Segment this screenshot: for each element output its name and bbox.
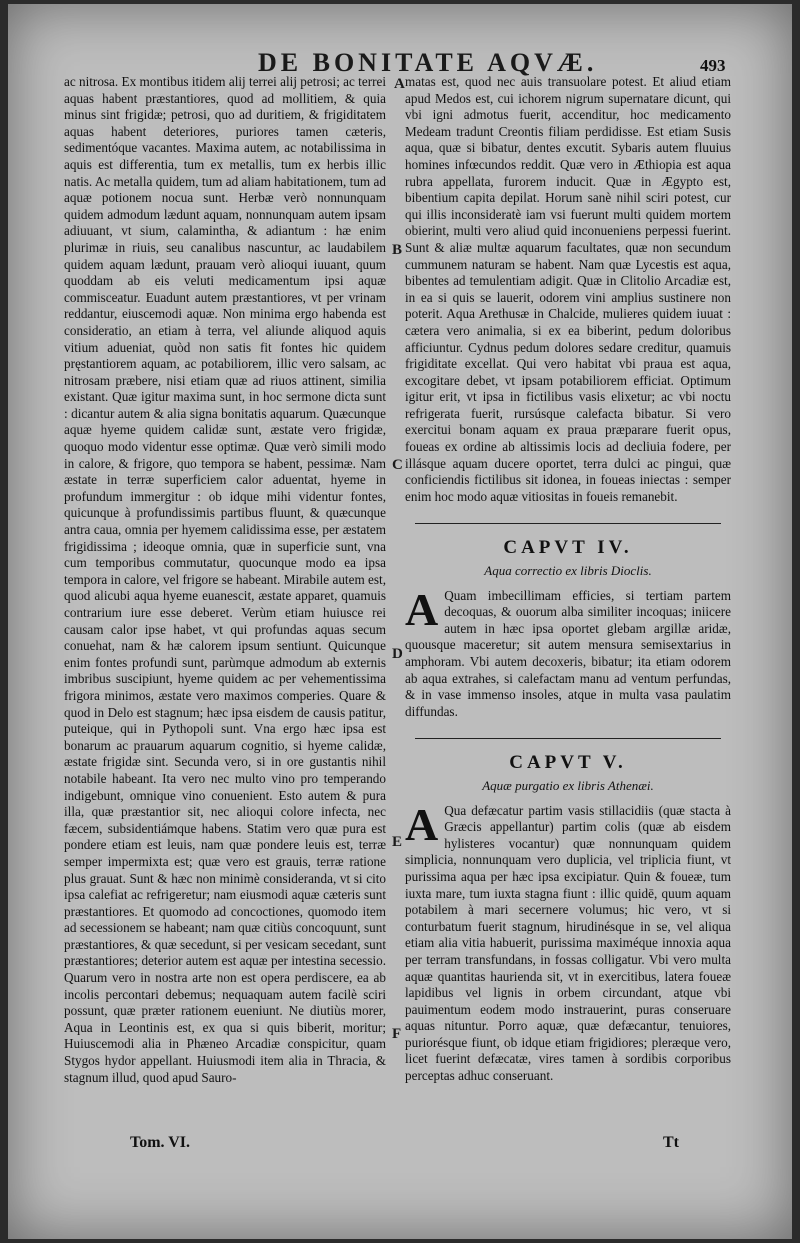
footer-signature: Tt bbox=[663, 1134, 679, 1151]
left-column-text: ac nitrosa. Ex montibus itidem alij terrei alij petrosi; ac terrei aquas habent præstantiores, quod ad mollitiem, & quia minus sint frigidæ; petrosi, quo ad duritiem, & frigiditatem aquas habent deteriores, puriores tamen cæteris, sedimentóque vacantes. Maxima autem, ac notabilissima in aquis est differentia, tum ex metallis, tum ex herbis illic natis. Ac metalla quidem, tum ad aliam habitationem, tum ad aquæ potionem nocua sunt. Herbæ verò nonnunquam quidem admodum lædunt aquam, nonnunquam autem ipsam adiuuant, vt sium, calamintha, & adiantum : hæ enim plurimæ in riuis, seu canalibus nascuntur, ac laudabilem quidem aquam lædunt, prauam verò alioqui iuuant, quum quoddam ab eis veluti medicamentum ipsi aquæ commisceatur. Euadunt autem præstantiores, vt per vrinam reddantur, eiuscemodi aquæ. Non minima ergo habenda est consideratio, an etiam à terra, vel aliunde aliquod aquis vitium adueniat, quòd non satis fit fontes hic quidem pręstantiorem aquam, ac potabiliorem, illic vero salsam, ac nitrosam præbere, nisi etiam quæ ad riuos attinent, similia existant. Quæ igitur maxima sunt, in hoc sermone dicta sunt : dicantur autem & alia signa bonitatis aquarum. Quæcunque aquæ hyeme quidem calidæ sunt, æstate vero frigidæ, quoquo modo videntur esse optimæ. Quæ verò simili modo in calore, & frigore, quo tempora se habent, pessimæ. Nam æstate in terræ superficiem calor aduentat, hyeme in profundum immergitur : ob idque mihi videntur fontes, quicunque à profundissimis partibus fluunt, & quæcunque antra caua, omnia per hyemem calidissima esse, per æstatem frigidissima ; ideoque omnia, quæ in superficie sunt, vna cum temporibus commutatur, quocunque modo ea ipsa tempora in calore, vel frigore se habeant. Mirabile autem est, quod alicubi aqua hyeme euanescit, æstate apparet, quamuis contrarium iure esse deberet. Verùm etiam huiusce rei causam calor ipse habet, vt qui profundas aquas secum conuehat, nam & hæ calorem ipsum sentiunt. Quicunque enim fontes profundi sunt, parùmque admodum ab externis imbribus suscipiunt, hyeme quidem ac per vehementissima frigora minimos, æstate vero maximos comperies. Quare & quod in Delo est stagnum; hæc ipsa eisdem de causis patitur, puteique, qui in Pythopoli sunt. Vna ergo hæc ipsa est bonarum ac prauarum aquarum cognitio, si hyeme calidæ, æstate frigidæ sint. Secunda vero, si in ore gustantis nihil notabile habeant. Ita vero nec multo vino pro temperando indigebunt, omnique vino conuenient. Esto autem & pura illa, quæ præstantior sit, nec alioqui colore infecta, nec fæcem, subsidentiámque habens. Statim vero quæ pura est pondere etiam est leuis, nam quæ pondere leuis est, terræ semper impermixta est; quæ vero est grauis, terræ ratione plus grauat. Sunt & hæc non minimè consideranda, vt si cito ipsa calefiat ac refrigeretur; nam eiusmodi aquæ cæteris sunt præstantiores. Et quomodo ad concoctiones, quomodo item ad secessionem se habeant; nam quæ citiùs concoquunt, sunt præstantiores, & quæ secedunt, si per vesicam secedant, sunt præstantiores; deterior autem est aquæ per intestina secessio. Quarum vero in nostra arte non est opera perdiscere, ea ab incolis percontari debemus; nequaquam autem facilè sciri possunt, quæ præter rationem eueniunt. Ne diutiùs morer, Aqua in Leontinis est, ex qua si quis biberit, moritur; Huiuscemodi alia in Phæneo Arcadiæ conspicitur, quam Stygos hydor appellant. Huiusmodi item alia in Thracia, & stagnum illud, quod apud Sauro- bbox=[64, 74, 386, 1085]
chapter-5-paragraph bbox=[405, 798, 731, 1085]
right-column bbox=[405, 74, 731, 1085]
chapter-5-subtitle: Aquæ purgatio ex libris Athenæi. bbox=[482, 777, 654, 793]
chapter-5-dropcap: A bbox=[405, 798, 439, 850]
chapter-4-subtitle: Aqua correctio ex libris Dioclis. bbox=[484, 563, 652, 579]
chapter-4-heading: CAPVT IV. bbox=[503, 537, 633, 559]
margin-letter-f: F bbox=[392, 1026, 402, 1042]
chapter-4-dropcap: A bbox=[405, 583, 439, 635]
right-column-intro: matas est, quod nec auis transuolare potest. Et aliud etiam apud Medos est, cui ichorem nigrum supernatare dicunt, qui vbi igni admotus fuerit, accenditur, hoc medicamento Medeam tradunt Creontis filiam perdidisse. Est etiam Susis aqua, quæ si bibatur, dentes excutit. Sybaris autem fluuius homines infœcundos reddit. Quæ vero in Æthiopia est aqua rubra appellata, furorem inducit. Quæ in Ægypto est, bibentium capita depilat. Horum sanè nihil sciri potest, cur qui illis inconsideratè iam vsi fuerunt multi quidem mortem obierint, multi vero aliud quid inconueniens perpessi fuerint. Sunt & aliæ multæ aquarum facultates, quæ non secundum cummunem naturam se habent. Nam quæ Lycestis est aqua, bibentes ad temulentiam adigit. Quæ in Clitolio Arcadiæ est, in ea si quis se lauerit, odorem vini amplius sustinere non poterit. Aqua Arethusæ in Chalcide, mulieres quidem iuuat : cætera vero animalia, si ex ea biberint, pedum doloribus afficiuntur. Cydnus pedum dolores sedare creditur, quamuis frigiditate excellat. Qui vero habitat vbi praua est aqua, excogitare debet, vt ipsam potabiliorem efficiat. Optimum igitur erit, vt ipsa in fictilibus vasis elixetur; ac vbi noctu refrigerata fuerit, rursúsque calefacta bibatur. Si vero exercitui bonam aquam ex praua præparare fuerit opus, foueas ex ordine ab altissimis locis ad decliuia fodere, per illásque aquam ducere oportet, terra dulci ac pingui, quæ conficiendis fictilibus sit idonea, in foueas iniectas : semper enim hoc modo aquæ vitiositas in foueis remanebit. bbox=[405, 74, 731, 504]
chapter-4-paragraph bbox=[405, 583, 731, 721]
margin-letter-b: B bbox=[392, 242, 403, 258]
chapter-5-heading: CAPVT V. bbox=[509, 752, 627, 774]
running-title: DE BONITATE AQVÆ. bbox=[258, 48, 598, 77]
chapter-4-text: Quam imbecillimam efficies, si tertiam partem decoquas, & ouorum alba similiter incoquas; iniicere autem in hæc ipsa oportet glebam argillæ aridæ, quousque maceretur; sit autem mensura semisextarius in amphoram. Vbi autem decoxeris, bibatur; ita etiam odorem ab aqua extrahes, si calefactam manu ad ventum perfundas, & in vase immenso insoles, atque in multa vasa paulatim diffundas. bbox=[405, 587, 731, 719]
page-number: 493 bbox=[700, 56, 726, 75]
margin-letter-d: D bbox=[392, 646, 403, 662]
left-column bbox=[64, 74, 386, 1086]
margin-letter-c: C bbox=[392, 457, 403, 473]
margin-letter-e: E bbox=[392, 834, 403, 850]
book-page bbox=[8, 4, 792, 1239]
chapter-5-text: Qua defæcatur partim vasis stillacidiis (quæ stacta à Græcis appellantur) partim colis (quæ ab eisdem hylisteres vocantur) quæ nonnunquam quidem simplicia, nonnunquam vero duplicia, vel triplicia fiunt, vt purissima aqua per hæc ipsa excipiatur. Quin & foueæ, tum iuxta mare, tum iuxta stagna fiunt : illic quidē, quum aquam potabilem à mari secernere volumus; hic vero, vt si conturbatum fuerit stagnum, hirudinésque in se, vel aliqua etiam alia vitia habuerit, purissima maximéque innoxia aqua per terram transfundans, in fossas colligatur. Vbi vero multa aquæ quantitas haurienda sit, vt in exercitibus, latera foueæ lapidibus vel lignis in orbem circundant, atque vbi pauimentum eodem modo instrauerint, puras conseruare aquas nituntur. Porro aquæ, quæ defæcantur, tenuiores, puriorésque fiunt, ob idque etiam frigidiores; pleræque vero, licet fuerint defæcatæ, vires tamen à sordibis corporibus perceptas adhuc conseruant. bbox=[405, 802, 731, 1084]
section-rule bbox=[415, 738, 721, 739]
margin-letter-a: A bbox=[394, 76, 405, 92]
section-rule bbox=[415, 523, 721, 524]
footer-volume: Tom. VI. bbox=[130, 1134, 191, 1151]
